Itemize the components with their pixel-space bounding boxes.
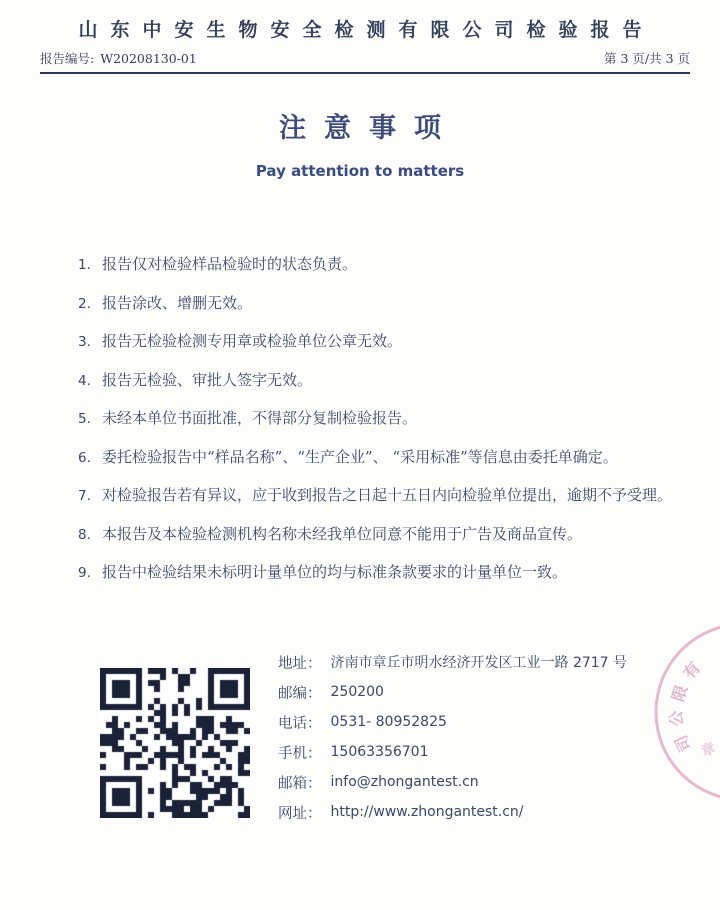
seal-arc-char: 公 [666, 709, 687, 728]
contact-row-mobile [278, 737, 627, 767]
note-item [78, 295, 684, 314]
company-seal-stamp [636, 612, 720, 812]
report-meta-row [40, 49, 690, 74]
contact-block [278, 647, 627, 827]
company-report-title: 山东中安生物安全检测有限公司检验报告 [78, 19, 655, 41]
contact-label: 手机： [278, 745, 322, 762]
seal-arc-char: 限 [668, 682, 692, 704]
contact-label: 网址： [278, 805, 322, 822]
contact-label: 邮箱： [278, 775, 322, 792]
contact-value: 0531- 80952825 [330, 714, 447, 730]
note-text: 未经本单位书面批准，不得部分复制检验报告。 [102, 409, 418, 427]
notes-list [78, 256, 684, 603]
contact-value: http://www.zhongantest.cn/ [330, 804, 524, 820]
page-title: 注意事项 [279, 113, 459, 144]
seal-arc-char: 有 [679, 658, 705, 683]
contact-row-website [278, 797, 627, 827]
note-item [78, 410, 684, 429]
qr-code [100, 668, 250, 818]
report-number-value: W20208130-01 [100, 51, 197, 66]
note-text: 报告无检验、审批人签字无效。 [102, 370, 313, 389]
contact-label: 地址： [278, 655, 322, 672]
note-text: 报告仅对检验样品检验时的状态负责。 [102, 255, 358, 273]
note-text: 本报告及本检验检测机构名称未经我单位同意不能用于广告及商品宣传。 [102, 524, 583, 543]
page-indicator: 第 3 页/共 3 页 [603, 51, 690, 66]
contact-label: 邮编： [278, 685, 322, 702]
note-number: 5. [78, 411, 91, 427]
note-number: 4. [78, 372, 91, 389]
contact-row-zipcode [278, 677, 627, 707]
note-item [78, 372, 684, 391]
note-text: 报告中检验结果未标明计量单位的均与标准条款要求的计量单位一致。 [102, 563, 568, 581]
seal-inner-char: 章 [699, 740, 718, 761]
contact-row-phone [278, 707, 627, 737]
page-subtitle-en: Pay attention to matters [255, 162, 465, 180]
contact-value: 15063356701 [330, 744, 429, 760]
note-item [78, 564, 684, 583]
note-number: 7. [78, 488, 91, 504]
note-item [78, 487, 684, 506]
contact-row-address [278, 647, 627, 677]
report-number-label: 报告编号: [40, 51, 95, 66]
seal-arc-char: 司 [671, 732, 696, 755]
note-item [78, 256, 684, 275]
contact-value: info@zhongantest.cn [330, 774, 479, 790]
report-number [40, 49, 197, 67]
note-text: 委托检验报告中“样品名称”、“生产企业”、 “采用标准”等信息由委托单确定。 [102, 447, 618, 466]
note-number: 6. [78, 449, 91, 466]
note-number: 2. [78, 295, 91, 312]
contact-value: 250200 [330, 684, 384, 700]
note-number: 9. [78, 565, 91, 581]
note-item [78, 526, 684, 545]
note-text: 对检验报告若有异议，应于收到报告之日起十五日内向检验单位提出，逾期不予受理。 [102, 486, 673, 504]
note-item [78, 449, 684, 468]
contact-label: 电话： [278, 715, 322, 732]
contact-row-email [278, 767, 627, 797]
note-number: 1. [78, 257, 91, 273]
note-number: 3. [78, 334, 91, 350]
contact-value: 济南市章丘市明水经济开发区工业一路 2717 号 [330, 655, 628, 671]
seal-ring [656, 624, 720, 800]
note-text: 报告无检验检测专用章或检验单位公章无效。 [102, 332, 403, 350]
note-text: 报告涂改、增删无效。 [102, 293, 253, 312]
note-item [78, 333, 684, 352]
note-number: 8. [78, 526, 91, 543]
